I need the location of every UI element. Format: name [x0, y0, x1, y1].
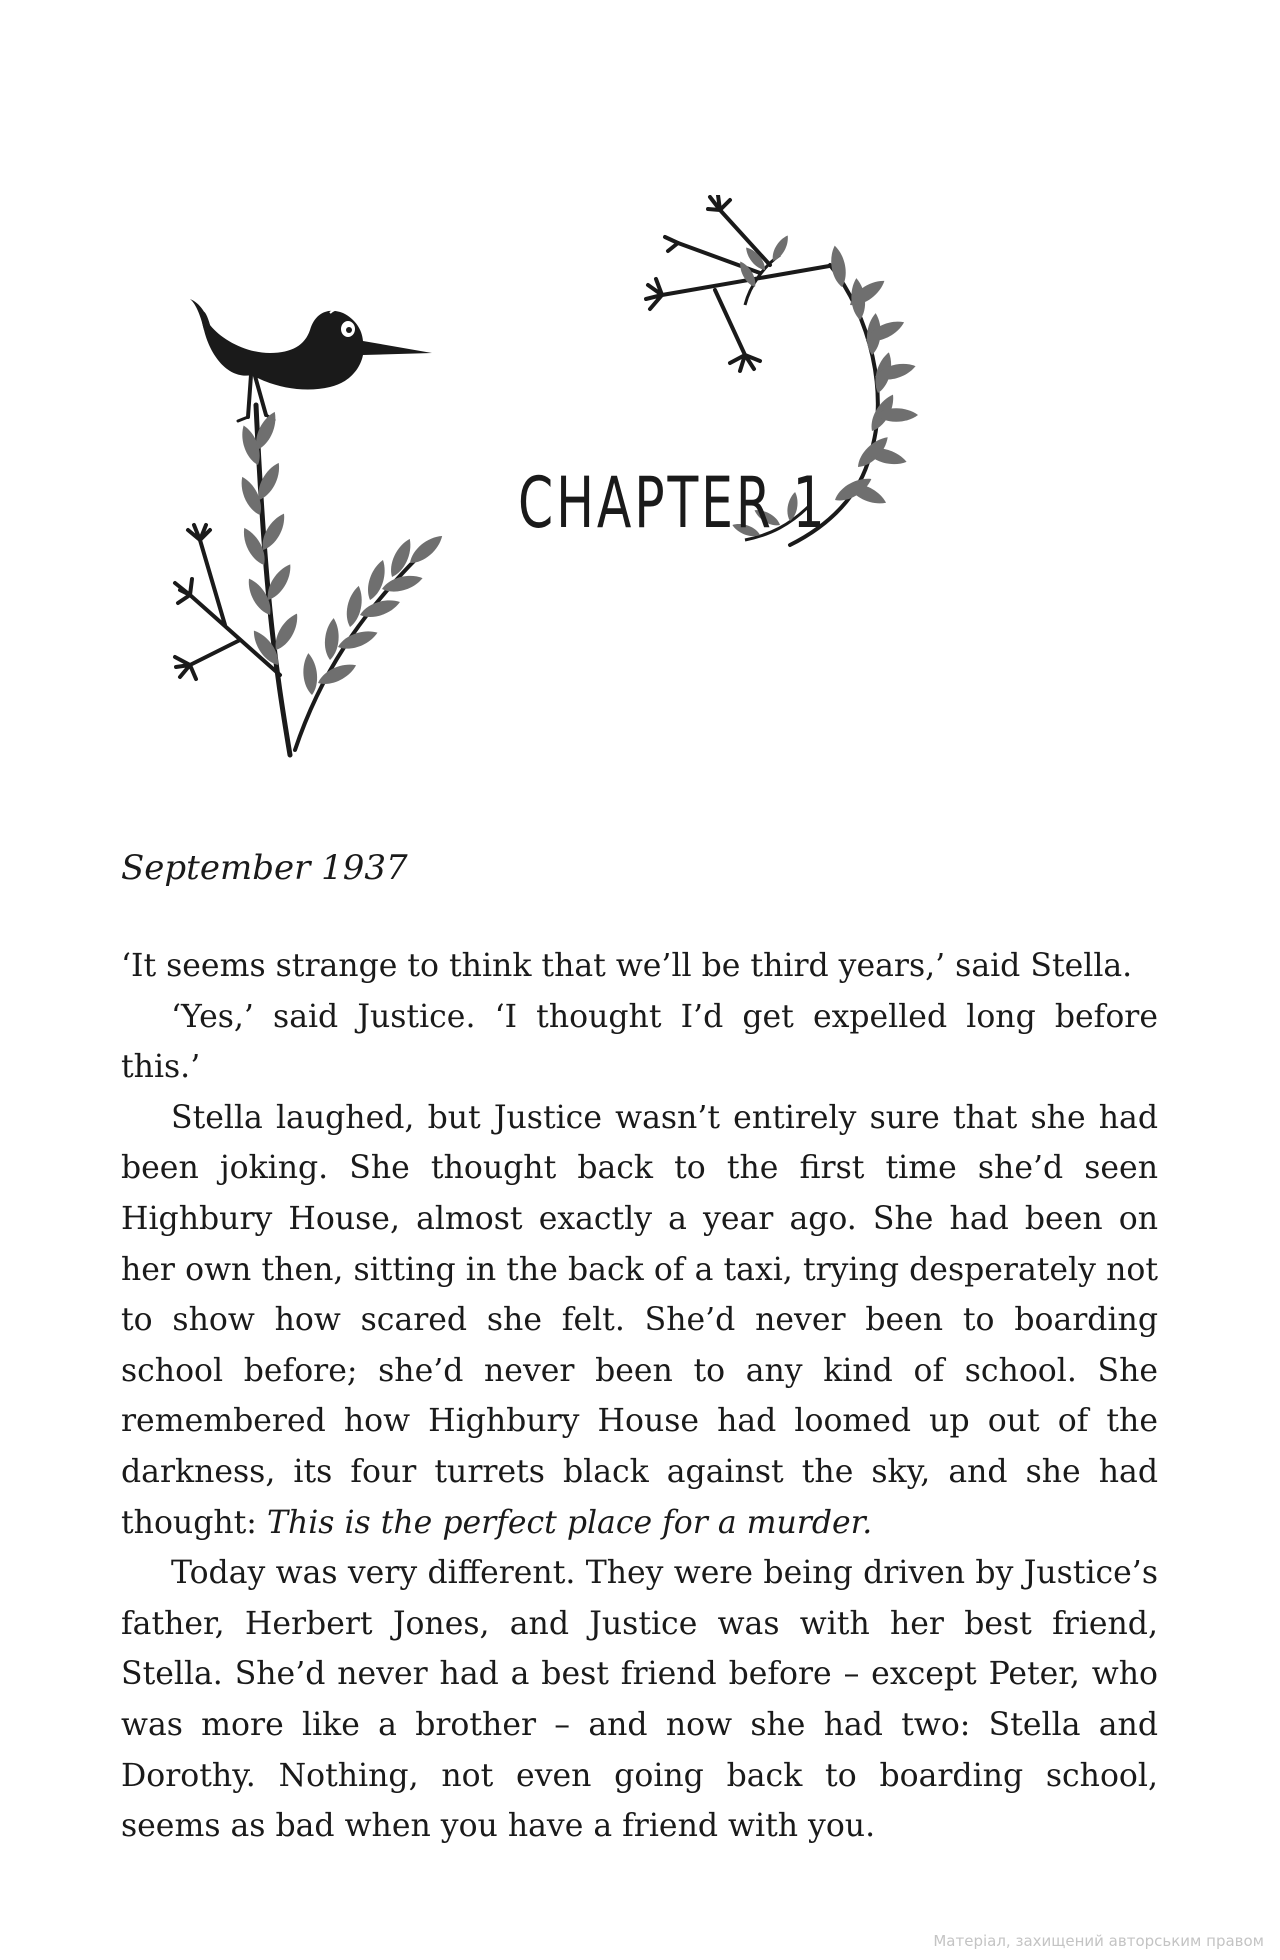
paragraph-3-italic: This is the perfect place for a murder.	[266, 1504, 873, 1541]
leafy-branch-icon-left	[236, 405, 446, 755]
paragraph-4: Today was very different. They were being driven by Justice’s father, Herbert Jones, and Justice was with her best friend, Stella. She’d never had a best friend before – except Peter, who was more like a brother – and now she had two: Stella and Dorothy. Nothing, not even going back to boarding school, seems as bad when you have a friend with you.	[121, 1555, 1158, 1845]
chapter-title: CHAPTER 1	[518, 462, 828, 544]
chapter-date: September 1937	[121, 848, 408, 888]
paragraph-3-text: Stella laughed, but Justice wasn’t entirely sure that she had been joking. She thought back to the first time she’d seen Highbury House, almost exactly a year ago. She had been on her own then, sitting in the back of a taxi, trying desperately not to show how scared she felt. She’d never been to boarding school before; she’d never been to any kind of school. She remembered how Highbury House had loomed up out of the darkness, its four turrets black against the sky, and she had thought:	[121, 1099, 1158, 1541]
copyright-watermark: Матеріал, захищений авторським правом	[933, 1932, 1264, 1950]
paragraph-2: ‘Yes,’ said Justice. ‘I thought I’d get expelled long before this.’	[121, 998, 1158, 1086]
paragraph-1: ‘It seems strange to think that we’ll be third years,’ said Stella.	[121, 948, 1133, 984]
paragraph-3	[121, 1093, 1158, 1548]
blackbird-icon	[190, 299, 432, 421]
flower-sprig-icon-right	[646, 195, 835, 371]
chapter-body	[121, 941, 1158, 1852]
